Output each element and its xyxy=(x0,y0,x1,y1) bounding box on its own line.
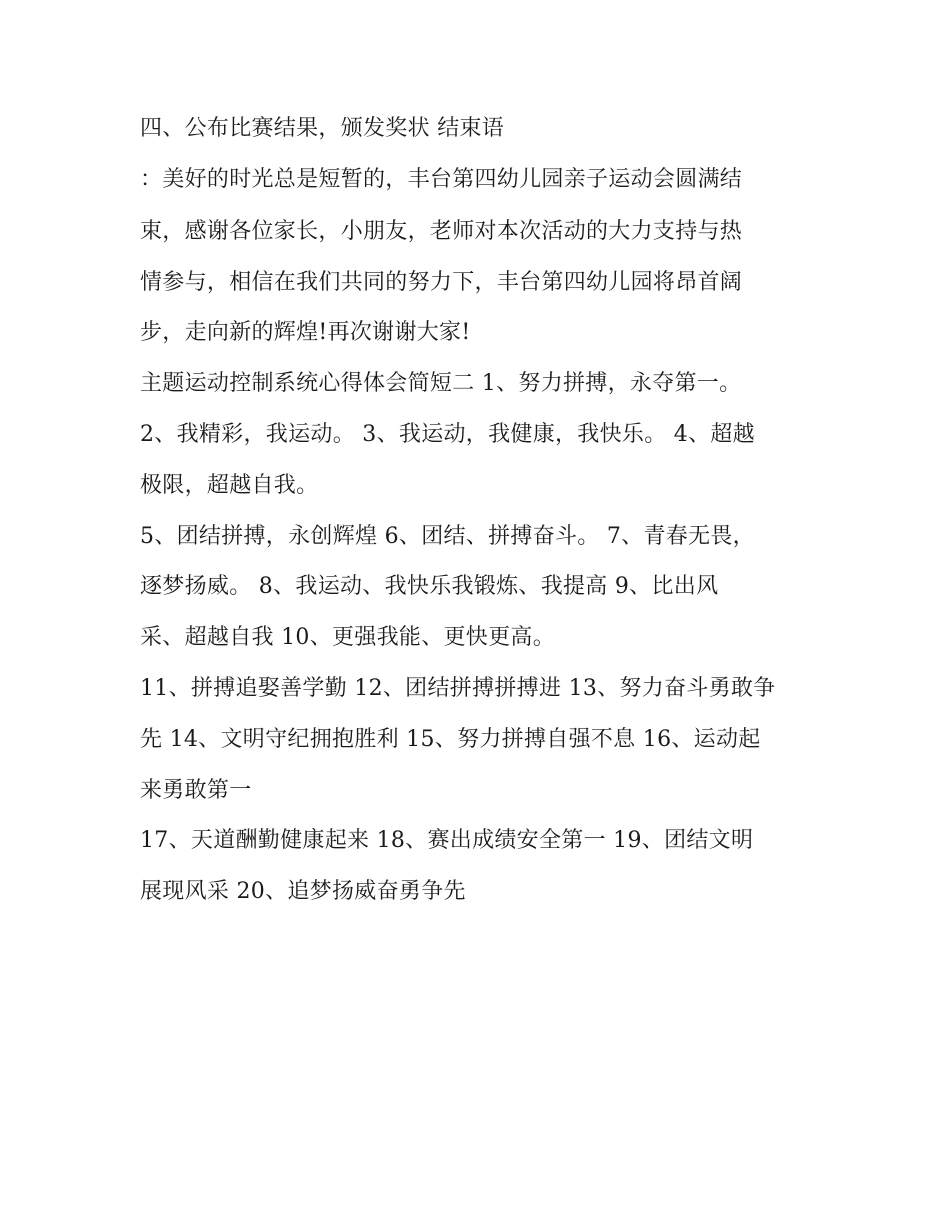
slogans-line-4: 5、团结拼搏，永创辉煌 6、团结、拼搏奋斗。 7、青春无畏， xyxy=(140,524,755,549)
closing-remarks-line-1: ：美好的时光总是短暂的，丰台第四幼儿园亲子运动会圆满结 xyxy=(140,167,743,192)
slogans-line-5: 逐梦扬威。 8、我运动、我快乐我锻炼、我提高 9、比出风 xyxy=(140,574,719,599)
slogans-line-6: 采、超越自我 10、更强我能、更快更高。 xyxy=(140,625,555,650)
slogans-line-9: 来勇敢第一 xyxy=(140,778,252,803)
slogans-line-7: 11、拼搏追娶善学勤 12、团结拼搏拼搏进 13、努力奋斗勇敢争 xyxy=(140,676,776,701)
slogans-line-8: 先 14、文明守纪拥抱胜利 15、努力拼搏自强不息 16、运动起 xyxy=(140,727,761,752)
slogans-line-3: 极限，超越自我。 xyxy=(140,473,319,498)
slogans-line-10: 17、天道酬勤健康起来 18、赛出成绩安全第一 19、团结文明 xyxy=(140,828,754,853)
section-heading-results: 四、公布比赛结果，颁发奖状 结束语 xyxy=(140,116,505,141)
slogans-line-11: 展现风采 20、追梦扬威奋勇争先 xyxy=(140,879,466,904)
closing-remarks-line-3: 情参与，相信在我们共同的努力下，丰台第四幼儿园将昂首阔 xyxy=(140,270,743,295)
closing-remarks-line-4: 步，走向新的辉煌!再次谢谢大家! xyxy=(140,320,471,345)
slogans-title-line: 主题运动控制系统心得体会简短二 1、努力拼搏，永夺第一。 xyxy=(140,371,742,396)
slogans-line-2: 2、我精彩，我运动。 3、我运动，我健康，我快乐。 4、超越 xyxy=(140,422,755,447)
closing-remarks-line-2: 束，感谢各位家长，小朋友，老师对本次活动的大力支持与热 xyxy=(140,219,743,244)
